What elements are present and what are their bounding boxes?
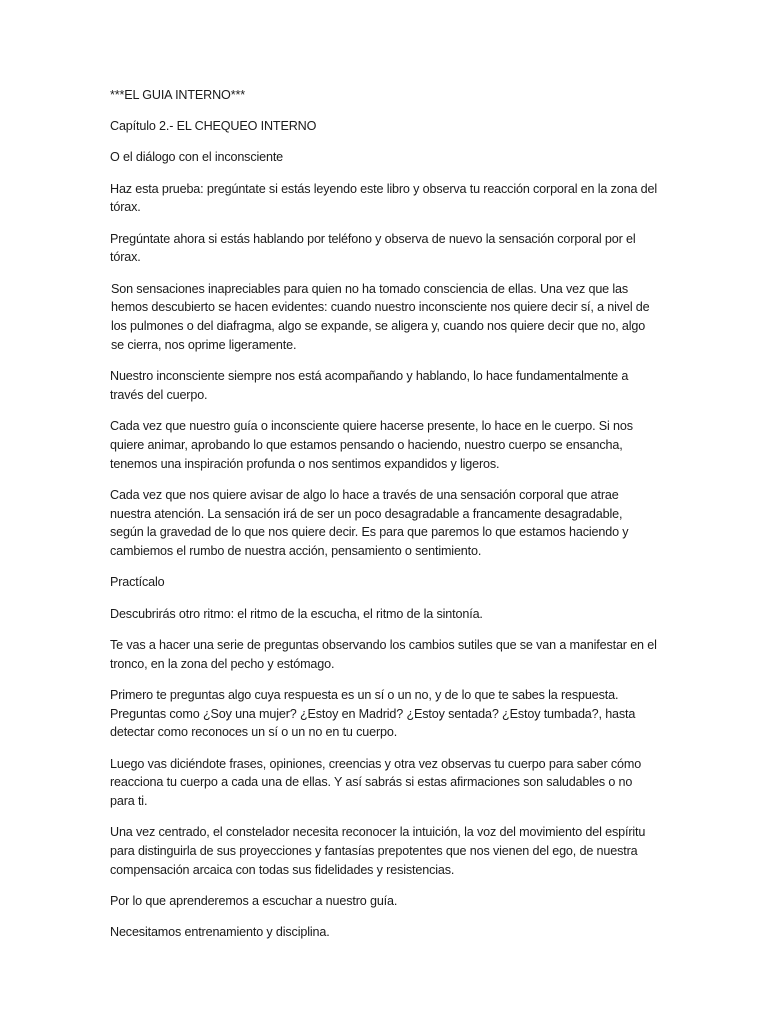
paragraph: Descubrirás otro ritmo: el ritmo de la escucha, el ritmo de la sintonía. xyxy=(110,606,483,621)
paragraph: Cada vez que nuestro guía o inconsciente quiere hacerse presente, lo hace en le cuerpo. Si nos quiere animar, aprobando lo que estamos pensando o haciendo, nuestro cuerpo se ensancha, tenemos una inspiración profunda o nos sentimos expandidos y ligeros. xyxy=(110,419,633,471)
paragraph: Una vez centrado, el constelador necesita reconocer la intuición, la voz del movimiento del espíritu para distinguirla de sus proyecciones y fantasías prepotentes que nos vienen del ego, de nuestra compensación arcaica con todas sus fidelidades y resistencias. xyxy=(110,825,646,877)
paragraph: Necesitamos entrenamiento y disciplina. xyxy=(110,925,330,940)
paragraph: Te vas a hacer una serie de preguntas observando los cambios sutiles que se van a manifestar en el tronco, en la zona del pecho y estómago. xyxy=(110,637,657,671)
paragraph: Por lo que aprenderemos a escuchar a nuestro guía. xyxy=(110,894,398,909)
document-title: ***EL GUIA INTERNO*** xyxy=(110,88,245,102)
chapter-subtitle: O el diálogo con el inconsciente xyxy=(110,150,284,165)
paragraph: Pregúntate ahora si estás hablando por teléfono y observa de nuevo la sensación corporal por el tórax. xyxy=(110,231,636,265)
paragraph: Cada vez que nos quiere avisar de algo lo hace a través de una sensación corporal que atrae nuestra atención. La sensación irá de ser un poco desagradable a francamente desagradable, según la gravedad de lo que nos quiere decir. Es para que paremos lo que estamos haciendo y cambiemos el rumbo de nuestra acción, pensamiento o sentimiento. xyxy=(110,487,629,559)
paragraph: Luego vas diciéndote frases, opiniones, creencias y otra vez observas tu cuerpo para saber cómo reacciona tu cuerpo a cada una de ellas. Y así sabrás si estas afirmaciones son saludables o no para ti. xyxy=(110,756,642,809)
paragraph: Nuestro inconsciente siempre nos está acompañando y hablando, lo hace fundamentalmente a través del cuerpo. xyxy=(110,369,629,402)
section-label: Practícalo xyxy=(110,575,165,590)
document-body xyxy=(110,86,658,955)
paragraph: Primero te preguntas algo cuya respuesta es un sí o un no, y de lo que te sabes la respuesta. Preguntas como ¿Soy una mujer? ¿Estoy en Madrid? ¿Estoy sentada? ¿Estoy tumbada?, hasta detectar como reconoces un sí o un no en tu cuerpo. xyxy=(110,687,636,740)
paragraph: Haz esta prueba: pregúntate si estás leyendo este libro y observa tu reacción corporal en la zona del tórax. xyxy=(110,181,658,215)
chapter-heading: Capítulo 2.- EL CHEQUEO INTERNO xyxy=(110,119,317,134)
paragraph: Son sensaciones inapreciables para quien no ha tomado consciencia de ellas. Una vez que las hemos descubierto se hacen evidentes: cuando nuestro inconsciente nos quiere decir sí, a nivel de los pulmones o del diafragma, algo se expande, se aligera y, cuando nos quiere decir que no, algo se cierra, nos oprime ligeramente. xyxy=(111,281,650,352)
